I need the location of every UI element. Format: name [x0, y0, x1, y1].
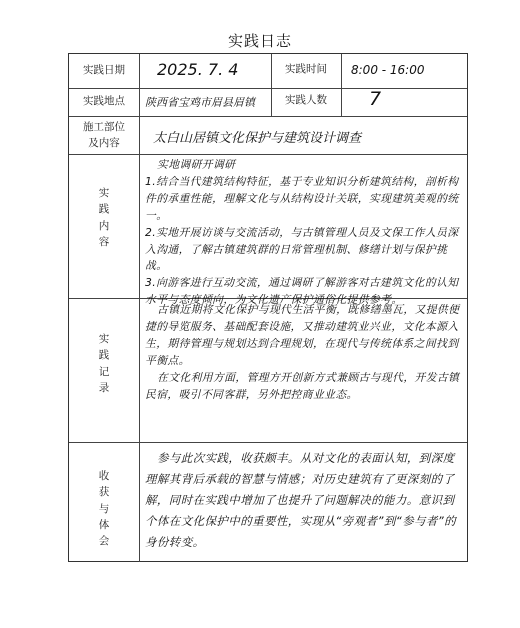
content-body	[145, 157, 463, 309]
col-divider	[341, 54, 342, 116]
row-divider	[69, 116, 467, 117]
content-item-2: 2.实地开展访谈与交流活动，与古镇管理人员及文保工作人员深入沟通，了解古镇建筑群的日常管理机制、修缮计划与保护挑战。	[145, 225, 459, 273]
record-paragraph-1: 古镇近期将文化保护与现代生活平衡，既修缮墨瓦，又提供便捷的导览服务、基础配套设施，又推动建筑业兴业，文化本源入生，期待管理与规划达到合理规划，在现代与传统体系之间找到平衡点。	[145, 303, 460, 367]
date-label: 实践日期	[83, 64, 125, 76]
site-label: 施工部位及内容	[83, 121, 125, 149]
content-heading: 实地调研开调研	[157, 158, 236, 171]
date-value: 2025. 7. 4	[157, 60, 239, 79]
row-divider	[69, 442, 467, 443]
record-body	[145, 302, 463, 403]
content-label: 实践内容	[98, 187, 110, 248]
site-value: 太白山居镇文化保护与建筑设计调查	[153, 131, 362, 146]
place-value: 陕西省宝鸡市眉县眉镇	[145, 96, 255, 109]
record-paragraph-2: 在文化利用方面，管理方开创新方式兼顾古与现代，开发古镇民宿，吸引不同客群，另外把控商业业态。	[145, 370, 460, 401]
place-label: 实践地点	[83, 95, 125, 107]
time-value: 8:00 - 16:00	[351, 63, 425, 77]
row-divider	[69, 88, 467, 89]
page-title: 实践日志	[227, 32, 292, 50]
content-item-3: 3.向游客进行互动交流，通过调研了解游客对古建筑文化的认知水平与态度倾向，为文化遗产保护通俗化提供参考。	[145, 276, 459, 307]
people-label: 实践人数	[285, 94, 327, 106]
time-label: 实践时间	[285, 63, 327, 75]
gain-body: 参与此次实践，收获颇丰。从对文化的表面认知，到深度理解其背后承载的智慧与情感；对历史建筑有了更深刻的了解，同时在实践中增加了也提升了问题解决的能力。意识到个体在文化保护中的重要性，实现从“旁观者”到“参与者”的身份转变。	[145, 451, 457, 549]
row-divider	[69, 154, 467, 155]
people-value: 7	[369, 88, 382, 110]
record-label: 实践记录	[98, 333, 110, 394]
practice-log-form	[68, 53, 468, 562]
col-divider	[139, 54, 140, 562]
content-item-1: 1.结合当代建筑结构特征，基于专业知识分析建筑结构，剖析构件的承重性能，理解文化与从结构设计关联，实现建筑美观的统一。	[145, 174, 459, 222]
gain-label: 收获与体会	[98, 470, 110, 548]
